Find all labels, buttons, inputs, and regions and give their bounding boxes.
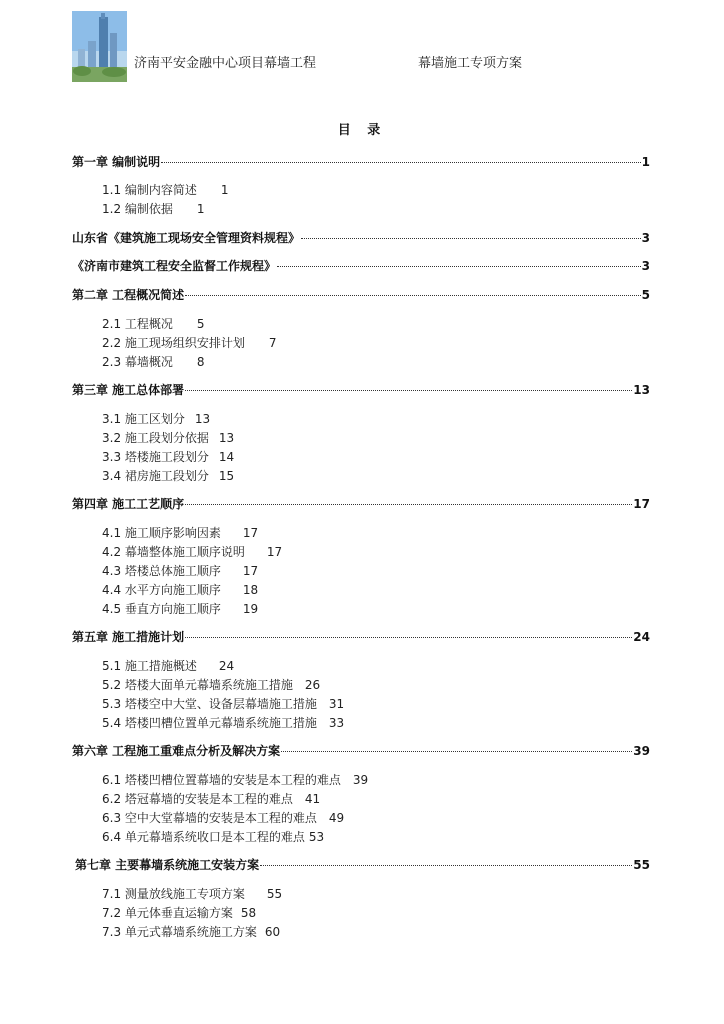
toc-subentry-page: 19 (242, 602, 259, 616)
toc-subentry-title: 1.1 编制内容简述 (102, 183, 197, 197)
toc-entry-page: 3 (641, 259, 650, 273)
toc-entry-page: 13 (633, 383, 650, 397)
toc-subentry-page: 49 (328, 811, 345, 825)
toc-subentry-page: 39 (352, 773, 369, 787)
toc-entry-title: 第六章 工程施工重难点分析及解决方案 (72, 744, 281, 758)
toc-subentry-5-1[interactable] (102, 657, 234, 673)
toc-subentry-title: 3.4 裙房施工段划分 (102, 469, 209, 483)
toc-subentry-title: 7.1 测量放线施工专项方案 (102, 887, 245, 901)
toc-subentry-4-4[interactable] (102, 581, 258, 597)
toc-entry-title: 第二章 工程概况简述 (72, 288, 185, 302)
toc-entry-jinan-regulation[interactable] (72, 257, 650, 275)
header-building-image (72, 11, 127, 82)
toc-subentry-title: 2.1 工程概况 (102, 317, 173, 331)
toc-subentry-7-1[interactable] (102, 885, 282, 901)
toc-subentry-page: 24 (218, 659, 235, 673)
header-document-subtitle: 幕墙施工专项方案 (418, 56, 523, 71)
toc-entry-chapter-7[interactable] (75, 856, 650, 874)
header-project-title: 济南平安金融中心项目幕墙工程 (134, 56, 317, 71)
toc-subentry-title: 2.3 幕墙概况 (102, 355, 173, 369)
toc-leader-dots (185, 295, 640, 296)
toc-leader-dots (161, 162, 640, 163)
toc-entry-title: 第五章 施工措施计划 (72, 630, 185, 644)
toc-subentry-title: 5.4 塔楼凹槽位置单元幕墙系统施工措施 (102, 716, 317, 730)
toc-subentry-title: 2.2 施工现场组织安排计划 (102, 336, 245, 350)
toc-subentry-title: 4.5 垂直方向施工顺序 (102, 602, 221, 616)
toc-subentry-page: 26 (304, 678, 321, 692)
toc-subentry-title: 6.2 塔冠幕墙的安装是本工程的难点 (102, 792, 293, 806)
toc-subentry-page: 31 (328, 697, 345, 711)
toc-leader-dots (301, 238, 641, 239)
toc-subentry-5-3[interactable] (102, 695, 344, 711)
toc-subentry-page: 41 (304, 792, 321, 806)
toc-subentry-title: 3.1 施工区划分 (102, 412, 185, 426)
toc-subentry-page: 18 (242, 583, 259, 597)
toc-subentry-6-3[interactable] (102, 809, 344, 825)
toc-subentry-3-2[interactable] (102, 429, 234, 445)
toc-entry-chapter-1[interactable] (72, 153, 650, 171)
toc-subentry-2-2[interactable] (102, 334, 277, 350)
toc-subentry-page: 15 (218, 469, 235, 483)
toc-subentry-page: 55 (266, 887, 283, 901)
toc-entry-chapter-2[interactable] (72, 286, 650, 304)
toc-subentry-page: 7 (268, 336, 277, 350)
toc-entry-page: 3 (641, 231, 650, 245)
toc-subentry-3-4[interactable] (102, 467, 234, 483)
toc-subentry-page: 1 (196, 202, 205, 216)
toc-subentry-6-1[interactable] (102, 771, 368, 787)
toc-subentry-page: 13 (194, 412, 211, 426)
toc-subentry-7-3[interactable] (102, 923, 280, 939)
toc-entry-title: 《济南市建筑工程安全监督工作规程》 (72, 259, 277, 273)
toc-subentry-page: 60 (264, 925, 281, 939)
toc-subentry-page: 58 (240, 906, 257, 920)
toc-leader-dots (277, 266, 641, 267)
toc-entry-shandong-regulation[interactable] (72, 229, 650, 247)
toc-subentry-6-2[interactable] (102, 790, 320, 806)
toc-subentry-page: 8 (196, 355, 205, 369)
toc-subentry-page: 17 (242, 564, 259, 578)
toc-subentry-2-1[interactable] (102, 315, 205, 331)
toc-subentry-title: 4.4 水平方向施工顺序 (102, 583, 221, 597)
toc-subentry-title: 3.3 塔楼施工段划分 (102, 450, 209, 464)
toc-subentry-page: 17 (242, 526, 259, 540)
toc-subentry-title: 6.3 空中大堂幕墙的安装是本工程的难点 (102, 811, 317, 825)
toc-subentry-4-5[interactable] (102, 600, 258, 616)
toc-subentry-6-4[interactable] (102, 828, 324, 844)
toc-leader-dots (185, 637, 632, 638)
toc-subentry-7-2[interactable] (102, 904, 256, 920)
toc-entry-title: 第七章 主要幕墙系统施工安装方案 (75, 858, 260, 872)
toc-subentry-5-2[interactable] (102, 676, 320, 692)
toc-subentry-1-2[interactable] (102, 200, 205, 216)
toc-entry-chapter-6[interactable] (72, 742, 650, 760)
toc-subentry-5-4[interactable] (102, 714, 344, 730)
toc-subentry-title: 6.4 单元幕墙系统收口是本工程的难点 (102, 830, 305, 844)
toc-entry-title: 山东省《建筑施工现场安全管理资料规程》 (72, 231, 301, 245)
toc-subentry-title: 1.2 编制依据 (102, 202, 173, 216)
toc-subentry-title: 5.3 塔楼空中大堂、设备层幕墙施工措施 (102, 697, 317, 711)
toc-subentry-4-1[interactable] (102, 524, 258, 540)
toc-entry-page: 24 (633, 630, 650, 644)
toc-leader-dots (185, 504, 632, 505)
toc-subentry-title: 5.1 施工措施概述 (102, 659, 197, 673)
toc-subentry-title: 5.2 塔楼大面单元幕墙系统施工措施 (102, 678, 293, 692)
toc-entry-chapter-5[interactable] (72, 628, 650, 646)
toc-subentry-4-2[interactable] (102, 543, 282, 559)
toc-subentry-3-3[interactable] (102, 448, 234, 464)
toc-subentry-page: 33 (328, 716, 345, 730)
toc-entry-title: 第四章 施工工艺顺序 (72, 497, 185, 511)
toc-leader-dots (281, 751, 632, 752)
toc-subentry-page: 14 (218, 450, 235, 464)
toc-heading: 目 录 (337, 123, 387, 138)
toc-subentry-3-1[interactable] (102, 410, 210, 426)
toc-subentry-title: 4.3 塔楼总体施工顺序 (102, 564, 221, 578)
toc-subentry-page: 17 (266, 545, 283, 559)
toc-subentry-title: 6.1 塔楼凹槽位置幕墙的安装是本工程的难点 (102, 773, 341, 787)
toc-entry-chapter-4[interactable] (72, 495, 650, 513)
toc-subentry-title: 7.3 单元式幕墙系统施工方案 (102, 925, 257, 939)
toc-entry-page: 1 (641, 155, 650, 169)
toc-leader-dots (260, 865, 632, 866)
toc-entry-page: 39 (633, 744, 650, 758)
toc-subentry-title: 3.2 施工段划分依据 (102, 431, 209, 445)
toc-entry-title: 第一章 编制说明 (72, 155, 161, 169)
toc-entry-page: 5 (641, 288, 650, 302)
toc-entry-page: 55 (633, 858, 650, 872)
toc-subentry-4-3[interactable] (102, 562, 258, 578)
toc-subentry-1-1[interactable] (102, 181, 229, 197)
toc-subentry-title: 7.2 单元体垂直运输方案 (102, 906, 233, 920)
toc-subentry-title: 4.1 施工顺序影响因素 (102, 526, 221, 540)
toc-subentry-page: 1 (220, 183, 229, 197)
toc-entry-title: 第三章 施工总体部署 (72, 383, 185, 397)
toc-leader-dots (185, 390, 632, 391)
toc-subentry-title: 4.2 幕墙整体施工顺序说明 (102, 545, 245, 559)
toc-subentry-page: 13 (218, 431, 235, 445)
toc-subentry-page: 53 (308, 830, 325, 844)
toc-subentry-page: 5 (196, 317, 205, 331)
toc-subentry-2-3[interactable] (102, 353, 205, 369)
toc-entry-page: 17 (633, 497, 650, 511)
toc-entry-chapter-3[interactable] (72, 381, 650, 399)
